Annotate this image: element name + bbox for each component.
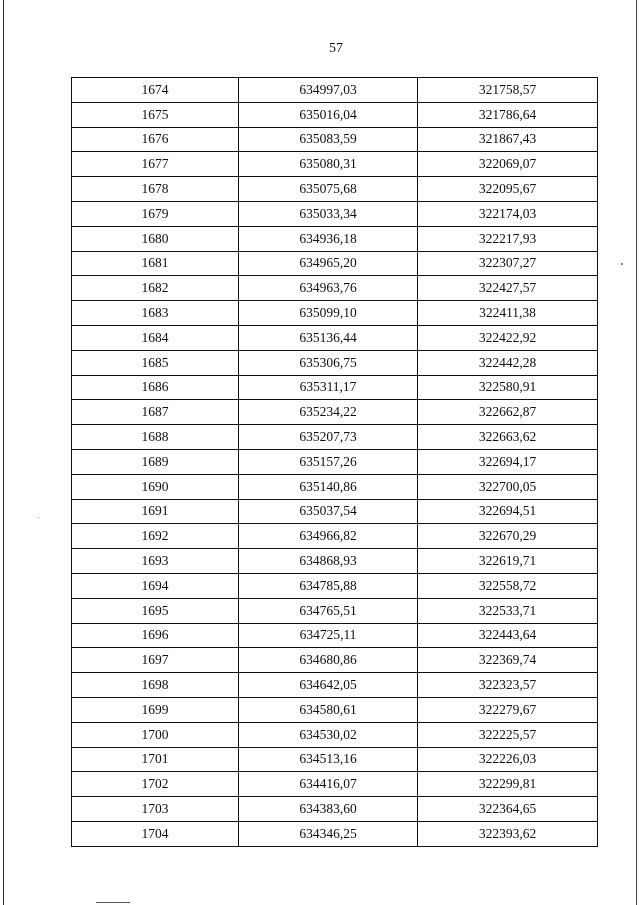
- y-coordinate-cell: 322411,38: [418, 301, 598, 326]
- x-coordinate-cell: 634642,05: [239, 673, 418, 698]
- table-row: [72, 797, 598, 822]
- y-coordinate-cell: 322279,67: [418, 697, 598, 722]
- x-coordinate-cell: 634346,25: [239, 821, 418, 846]
- point-number-cell: 1677: [72, 152, 239, 177]
- coordinates-table-body: [72, 78, 598, 847]
- y-coordinate-cell: 322369,74: [418, 648, 598, 673]
- y-coordinate-cell: 322662,87: [418, 400, 598, 425]
- table-row: [72, 722, 598, 747]
- x-coordinate-cell: 635075,68: [239, 177, 418, 202]
- scan-speck: [38, 517, 39, 518]
- y-coordinate-cell: 322700,05: [418, 474, 598, 499]
- table-row: [72, 549, 598, 574]
- y-coordinate-cell: 322580,91: [418, 375, 598, 400]
- table-row: [72, 821, 598, 846]
- y-coordinate-cell: 321758,57: [418, 78, 598, 103]
- table-row: [72, 226, 598, 251]
- point-number-cell: 1678: [72, 177, 239, 202]
- x-coordinate-cell: 634680,86: [239, 648, 418, 673]
- table-row: [72, 524, 598, 549]
- x-coordinate-cell: 635083,59: [239, 127, 418, 152]
- point-number-cell: 1703: [72, 797, 239, 822]
- point-number-cell: 1680: [72, 226, 239, 251]
- table-row: [72, 648, 598, 673]
- scan-edge-left: [3, 0, 4, 905]
- y-coordinate-cell: 322533,71: [418, 598, 598, 623]
- y-coordinate-cell: 322226,03: [418, 747, 598, 772]
- y-coordinate-cell: 322364,65: [418, 797, 598, 822]
- y-coordinate-cell: 322663,62: [418, 425, 598, 450]
- page-number: 57: [329, 41, 343, 56]
- coordinates-table: [71, 77, 598, 847]
- x-coordinate-cell: 634765,51: [239, 598, 418, 623]
- table-row: [72, 201, 598, 226]
- y-coordinate-cell: 322619,71: [418, 549, 598, 574]
- table-row: [72, 78, 598, 103]
- y-coordinate-cell: 322217,93: [418, 226, 598, 251]
- point-number-cell: 1698: [72, 673, 239, 698]
- table-row: [72, 623, 598, 648]
- point-number-cell: 1693: [72, 549, 239, 574]
- point-number-cell: 1687: [72, 400, 239, 425]
- y-coordinate-cell: 321867,43: [418, 127, 598, 152]
- table-row: [72, 499, 598, 524]
- table-row: [72, 747, 598, 772]
- scan-edge-right: [636, 0, 637, 905]
- point-number-cell: 1694: [72, 573, 239, 598]
- y-coordinate-cell: 322393,62: [418, 821, 598, 846]
- table-row: [72, 276, 598, 301]
- point-number-cell: 1675: [72, 102, 239, 127]
- table-row: [72, 673, 598, 698]
- footer-rule: [96, 902, 130, 903]
- point-number-cell: 1676: [72, 127, 239, 152]
- x-coordinate-cell: 634785,88: [239, 573, 418, 598]
- table-row: [72, 573, 598, 598]
- x-coordinate-cell: 635234,22: [239, 400, 418, 425]
- point-number-cell: 1679: [72, 201, 239, 226]
- y-coordinate-cell: 322174,03: [418, 201, 598, 226]
- x-coordinate-cell: 634868,93: [239, 549, 418, 574]
- table-row: [72, 177, 598, 202]
- point-number-cell: 1695: [72, 598, 239, 623]
- y-coordinate-cell: 322558,72: [418, 573, 598, 598]
- table-row: [72, 127, 598, 152]
- table-row: [72, 425, 598, 450]
- table-row: [72, 251, 598, 276]
- x-coordinate-cell: 635140,86: [239, 474, 418, 499]
- y-coordinate-cell: 321786,64: [418, 102, 598, 127]
- x-coordinate-cell: 634530,02: [239, 722, 418, 747]
- x-coordinate-cell: 634966,82: [239, 524, 418, 549]
- point-number-cell: 1686: [72, 375, 239, 400]
- x-coordinate-cell: 635207,73: [239, 425, 418, 450]
- point-number-cell: 1702: [72, 772, 239, 797]
- y-coordinate-cell: 322323,57: [418, 673, 598, 698]
- x-coordinate-cell: 635157,26: [239, 449, 418, 474]
- point-number-cell: 1692: [72, 524, 239, 549]
- scan-speck: [621, 263, 623, 265]
- x-coordinate-cell: 634513,16: [239, 747, 418, 772]
- x-coordinate-cell: 634965,20: [239, 251, 418, 276]
- point-number-cell: 1683: [72, 301, 239, 326]
- y-coordinate-cell: 322422,92: [418, 325, 598, 350]
- x-coordinate-cell: 635016,04: [239, 102, 418, 127]
- y-coordinate-cell: 322694,17: [418, 449, 598, 474]
- point-number-cell: 1700: [72, 722, 239, 747]
- y-coordinate-cell: 322443,64: [418, 623, 598, 648]
- point-number-cell: 1699: [72, 697, 239, 722]
- point-number-cell: 1688: [72, 425, 239, 450]
- x-coordinate-cell: 635136,44: [239, 325, 418, 350]
- table-row: [72, 400, 598, 425]
- point-number-cell: 1696: [72, 623, 239, 648]
- x-coordinate-cell: 635306,75: [239, 350, 418, 375]
- table-row: [72, 325, 598, 350]
- y-coordinate-cell: 322670,29: [418, 524, 598, 549]
- point-number-cell: 1701: [72, 747, 239, 772]
- x-coordinate-cell: 634383,60: [239, 797, 418, 822]
- x-coordinate-cell: 634997,03: [239, 78, 418, 103]
- x-coordinate-cell: 634936,18: [239, 226, 418, 251]
- y-coordinate-cell: 322095,67: [418, 177, 598, 202]
- point-number-cell: 1689: [72, 449, 239, 474]
- table-row: [72, 102, 598, 127]
- point-number-cell: 1691: [72, 499, 239, 524]
- x-coordinate-cell: 635037,54: [239, 499, 418, 524]
- point-number-cell: 1674: [72, 78, 239, 103]
- x-coordinate-cell: 634725,11: [239, 623, 418, 648]
- table-row: [72, 301, 598, 326]
- table-row: [72, 772, 598, 797]
- table-row: [72, 449, 598, 474]
- point-number-cell: 1685: [72, 350, 239, 375]
- x-coordinate-cell: 634580,61: [239, 697, 418, 722]
- table-row: [72, 474, 598, 499]
- point-number-cell: 1681: [72, 251, 239, 276]
- table-row: [72, 350, 598, 375]
- table-row: [72, 697, 598, 722]
- y-coordinate-cell: 322442,28: [418, 350, 598, 375]
- y-coordinate-cell: 322307,27: [418, 251, 598, 276]
- table-row: [72, 598, 598, 623]
- y-coordinate-cell: 322299,81: [418, 772, 598, 797]
- x-coordinate-cell: 635099,10: [239, 301, 418, 326]
- point-number-cell: 1697: [72, 648, 239, 673]
- point-number-cell: 1690: [72, 474, 239, 499]
- table-row: [72, 152, 598, 177]
- x-coordinate-cell: 634963,76: [239, 276, 418, 301]
- x-coordinate-cell: 635080,31: [239, 152, 418, 177]
- table-row: [72, 375, 598, 400]
- y-coordinate-cell: 322069,07: [418, 152, 598, 177]
- x-coordinate-cell: 635311,17: [239, 375, 418, 400]
- y-coordinate-cell: 322225,57: [418, 722, 598, 747]
- point-number-cell: 1684: [72, 325, 239, 350]
- x-coordinate-cell: 634416,07: [239, 772, 418, 797]
- y-coordinate-cell: 322427,57: [418, 276, 598, 301]
- point-number-cell: 1704: [72, 821, 239, 846]
- y-coordinate-cell: 322694,51: [418, 499, 598, 524]
- point-number-cell: 1682: [72, 276, 239, 301]
- x-coordinate-cell: 635033,34: [239, 201, 418, 226]
